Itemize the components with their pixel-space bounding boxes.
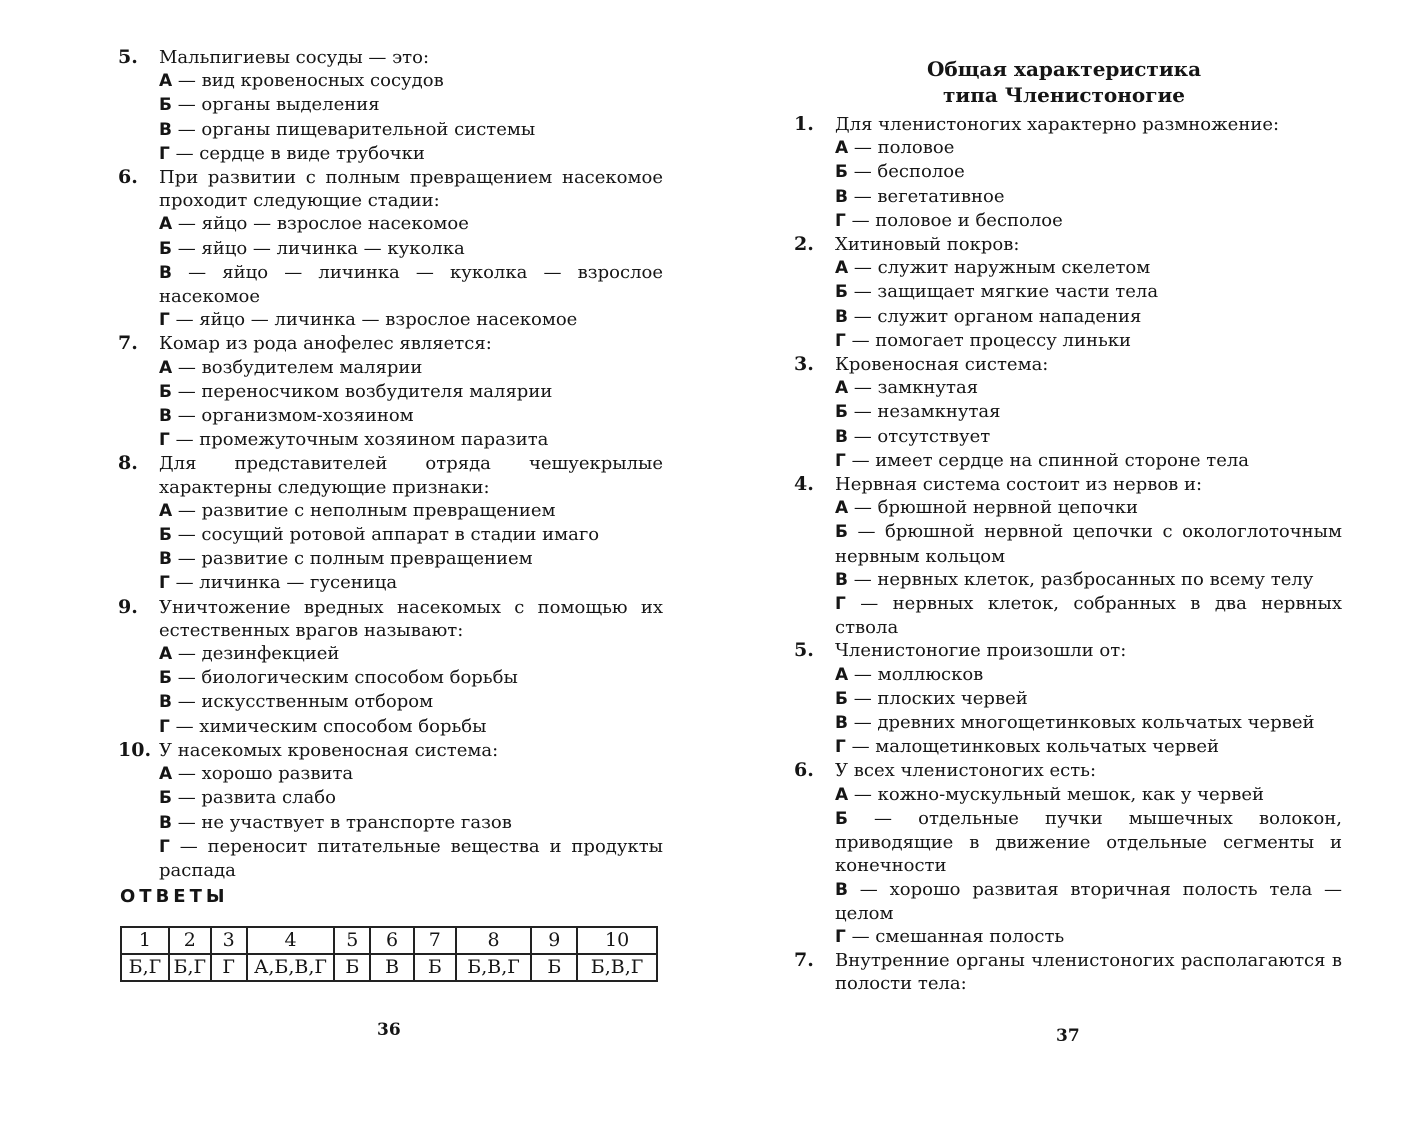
option-letter: В [159,812,172,833]
answers-value-cell: Б,Г [121,954,169,981]
option-letter: Г [159,573,170,594]
answer-option [159,690,663,714]
answers-value-cell: Б,В,Г [456,954,532,981]
question-item [794,473,1342,639]
option-text: — вид кровеносных сосудов [172,70,444,92]
option-text: — искусственным отбором [171,691,434,713]
answers-value-cell: В [370,954,414,981]
option-text: — не участвует в транспорте газов [171,811,512,833]
option-text: — половое и бесполое [845,209,1063,231]
question-text: У насекомых кровеносная система: [159,739,499,761]
question-number: 6. [118,166,138,189]
option-letter: В [835,426,848,447]
answer-option [835,807,1342,878]
answers-value-cell: Г [211,954,247,981]
question-item [118,332,663,452]
answer-option [159,786,663,810]
option-letter: Б [835,688,848,709]
question-item [118,452,663,595]
answer-option [159,715,663,739]
answer-option [835,687,1342,711]
option-text: — защищает мягкие части тела [847,281,1159,303]
option-text: — сосущий ротовой аппарат в стадии имаго [171,524,600,546]
question-item [794,113,1342,233]
option-text: — яйцо — взрослое насекомое [172,213,469,235]
answers-value-cell: Б [531,954,577,981]
answers-number-cell: 8 [456,927,532,954]
option-letter: Г [159,716,170,737]
option-text: — брюшной нервной цепочки [848,497,1138,519]
answers-number-cell: 9 [531,927,577,954]
answer-option [835,256,1342,280]
option-letter: Г [835,594,846,615]
option-text: — замкнутая [848,377,979,399]
option-text: — нервных клеток, разбросанных по всему телу [847,568,1314,590]
option-letter: А [835,258,849,279]
question-item [794,233,1342,353]
section-title [850,56,1278,108]
option-letter: А [835,784,849,805]
answer-option [159,499,663,523]
option-text: — отдельные пучки мышечных волокон, приводящие в движение отдельные сегменты и конечности [835,807,1342,877]
right-page [700,0,1427,1138]
answers-number-cell: 5 [334,927,370,954]
section-title-line: Общая характеристика [926,57,1202,81]
option-text: — брюшной нервной цепочки с окологлоточным нервным кольцом [835,521,1342,567]
answer-option [835,783,1342,807]
option-letter: Б [159,95,172,116]
question-number: 6. [794,759,814,782]
answer-option [159,523,663,547]
answer-option [835,329,1342,353]
question-text: У всех членистоногих есть: [835,760,1097,782]
option-text: — дезинфекцией [172,643,340,665]
answer-option [159,642,663,666]
option-text: — помогает процессу линьки [845,329,1131,351]
option-letter: В [159,406,172,427]
answers-number-cell: 4 [247,927,335,954]
option-text: — развитие с полным превращением [171,548,533,570]
answer-option [159,69,663,93]
question-text: Хитиновый покров: [835,234,1020,256]
option-letter: Б [159,381,172,402]
answer-option [835,878,1342,925]
option-text: — вегетативное [847,185,1005,207]
option-letter: Б [835,402,848,423]
answer-option [835,520,1342,567]
question-text: Для представителей отряда чешуекрылые характерны следующие признаки: [159,453,663,498]
question-item [118,46,663,166]
option-letter: А [159,644,173,665]
option-text: — органы пищеварительной системы [171,118,536,140]
answer-option [159,212,663,236]
answer-option [159,380,663,404]
question-number: 4. [794,473,814,496]
option-text: — химическим способом борьбы [169,715,487,737]
question-text: Нервная система состоит из нервов и: [835,474,1203,496]
answers-value-cell: Б,В,Г [577,954,657,981]
option-text: — малощетинковых кольчатых червей [845,736,1220,758]
answer-option [159,308,663,332]
question-item [794,353,1342,473]
option-text: — промежуточным хозяином паразита [169,429,549,451]
option-letter: Б [159,238,172,259]
section-title-line: типа Членистоногие [942,83,1186,107]
question-number: 7. [118,332,138,355]
page-number: 37 [1056,1026,1080,1046]
question-item [118,596,663,739]
answers-value-cell: Б [334,954,370,981]
option-letter: Г [159,430,170,451]
option-letter: Г [835,737,846,758]
option-letter: В [835,713,848,734]
answers-value-cell: Б,Г [169,954,211,981]
option-letter: В [159,692,172,713]
answer-option [159,666,663,690]
option-letter: В [159,549,172,570]
option-letter: В [159,119,172,140]
answer-option [835,592,1342,639]
option-text: — половое [848,137,955,159]
answer-option [835,711,1342,735]
option-text: — нервных клеток, собранных в два нервных ствола [835,593,1342,639]
option-text: — личинка — гусеница [169,572,398,594]
answer-option [159,142,663,166]
answers-heading: ОТВЕТЫ [120,886,229,907]
option-text: — яйцо — личинка — взрослое насекомое [169,309,578,331]
option-text: — моллюсков [848,663,984,685]
answer-option [835,425,1342,449]
question-number: 5. [118,46,138,68]
answer-option [835,160,1342,184]
answer-option [835,449,1342,473]
answer-option [159,118,663,142]
option-letter: А [159,71,173,92]
option-text: — служит наружным скелетом [848,257,1151,279]
question-number: 2. [794,233,814,256]
option-text: — отсутствует [847,425,991,447]
left-page [0,0,700,1138]
option-letter: Г [835,330,846,351]
option-text: — кожно-мускульный мешок, как у червей [848,783,1265,805]
option-letter: Г [159,143,170,164]
option-text: — хорошо развитая вторичная полость тела — целом [835,878,1342,924]
answers-table [120,926,658,982]
option-letter: А [159,214,173,235]
option-text: — яйцо — личинка — куколка [171,237,465,259]
question-number: 5. [794,639,814,662]
option-letter: В [835,306,848,327]
option-text: — переносчиком возбудителя малярии [171,380,553,402]
question-number: 8. [118,452,138,475]
question-item [794,759,1342,949]
option-text: — развита слабо [171,787,336,809]
option-text: — плоских червей [847,687,1028,709]
option-letter: А [159,500,173,521]
question-number: 7. [794,949,814,972]
answer-option [159,547,663,571]
option-text: — яйцо — личинка — куколка — взрослое насекомое [159,261,663,308]
answer-option [159,404,663,428]
answer-option [159,356,663,380]
option-letter: В [835,879,848,900]
question-number: 1. [794,113,814,135]
option-letter: Г [159,836,170,857]
answers-value-cell: Б [414,954,456,981]
answer-option [835,136,1342,160]
answer-option [159,811,663,835]
question-text: Комар из рода анофелес является: [159,333,492,355]
option-text: — незамкнутая [847,401,1001,423]
option-letter: В [835,186,848,207]
option-letter: Г [835,450,846,471]
question-text: Внутренние органы членистоногих располагаются в полости тела: [835,950,1342,995]
answers-number-cell: 10 [577,927,657,954]
option-letter: А [835,138,849,159]
answer-option [835,209,1342,233]
option-letter: Б [835,808,848,829]
answer-option [835,280,1342,304]
option-letter: Б [835,282,848,303]
option-text: — развитие с неполным превращением [172,499,556,521]
question-text: Мальпигиевы сосуды — это: [159,47,430,68]
answer-option [159,762,663,786]
answer-option [835,925,1342,949]
question-list [794,113,1342,996]
answer-option [159,93,663,117]
option-letter: А [835,664,849,685]
option-letter: Б [159,668,172,689]
option-letter: Г [835,926,846,947]
question-item [118,166,663,332]
option-letter: А [835,378,849,399]
answers-number-cell: 2 [169,927,211,954]
option-letter: В [835,569,848,590]
answer-option [159,261,663,308]
question-number: 10. [118,738,152,761]
answers-number-row [121,927,657,954]
question-number: 9. [118,595,138,618]
question-text: Членистоногие произошли от: [835,640,1127,662]
answer-option [835,735,1342,759]
option-text: — имеет сердце на спинной стороне тела [845,449,1250,471]
option-letter: А [159,357,173,378]
answers-number-cell: 3 [211,927,247,954]
option-text: — служит органом нападения [847,305,1142,327]
option-text: — хорошо развита [172,763,354,785]
option-letter: В [159,262,172,283]
question-item [794,949,1342,995]
answer-option [159,428,663,452]
answers-value-row [121,954,657,981]
option-text: — органы выделения [171,94,380,116]
option-text: — биологическим способом борьбы [171,667,518,689]
question-text: Для членистоногих характерно размножение: [835,114,1280,135]
question-item [794,639,1342,759]
option-text: — сердце в виде трубочки [169,142,425,164]
question-text: Уничтожение вредных насекомых с помощью их естественных врагов называют: [159,596,663,641]
answer-option [835,185,1342,209]
option-letter: Б [159,525,172,546]
question-item [118,739,663,882]
option-letter: Б [835,162,848,183]
option-letter: Г [835,210,846,231]
option-letter: Б [835,522,848,543]
answers-number-cell: 6 [370,927,414,954]
question-text: При развитии с полным превращением насекомое проходит следующие стадии: [159,167,663,212]
answer-option [835,400,1342,424]
question-number: 3. [794,353,814,376]
option-letter: А [159,764,173,785]
question-list [118,46,663,882]
option-text: — переносит питательные вещества и продукты распада [159,835,663,881]
option-text: — организмом-хозяином [171,405,414,427]
answer-option [159,237,663,261]
answers-value-cell: А,Б,В,Г [247,954,335,981]
option-letter: Г [159,310,170,331]
answers-number-cell: 1 [121,927,169,954]
answer-option [835,663,1342,687]
option-text: — возбудителем малярии [172,356,423,378]
option-text: — бесполое [847,161,965,183]
page-number: 36 [377,1020,401,1040]
answer-option [835,496,1342,520]
answers-number-cell: 7 [414,927,456,954]
answer-option [835,568,1342,592]
option-text: — древних многощетинковых кольчатых червей [847,712,1315,734]
answer-option [835,376,1342,400]
answer-option [159,835,663,882]
question-text: Кровеносная система: [835,354,1049,376]
answer-option [835,305,1342,329]
option-text: — смешанная полость [845,925,1065,947]
answer-option [159,571,663,595]
option-letter: Б [159,788,172,809]
option-letter: А [835,498,849,519]
